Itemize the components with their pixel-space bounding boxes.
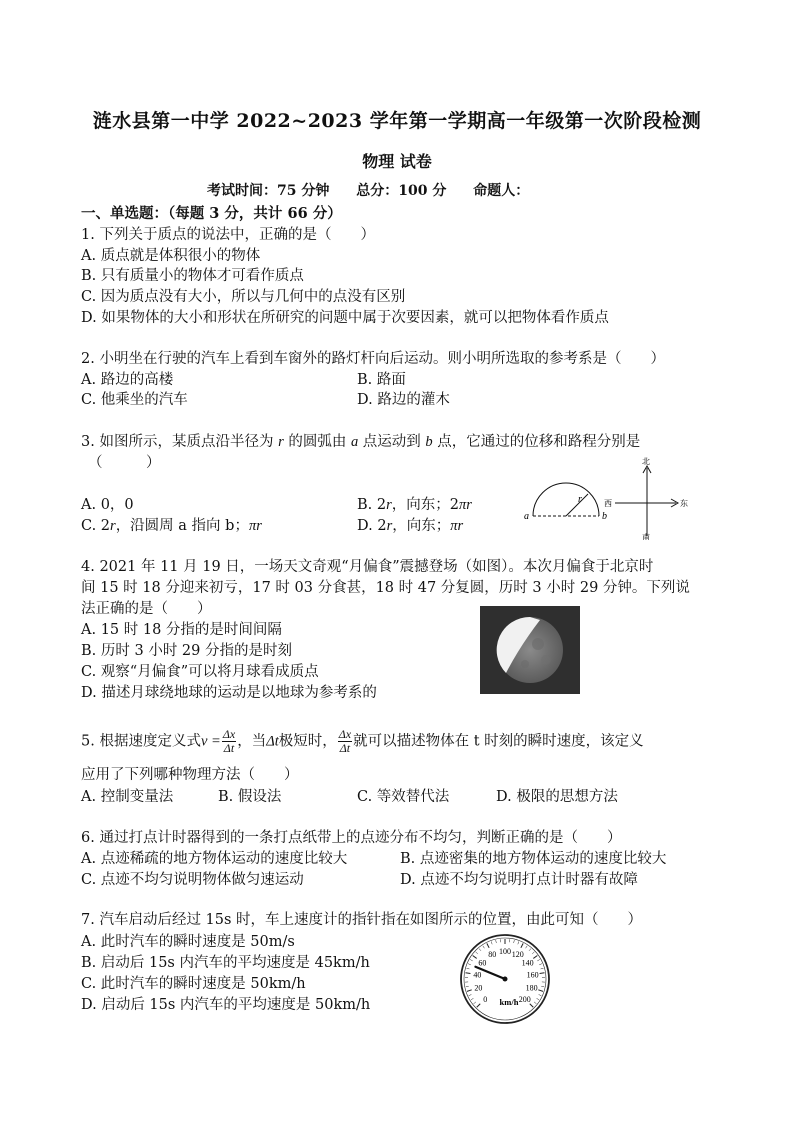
gauge-tick-label: 60 [478, 958, 487, 968]
q6-option-a: A. 点迹稀疏的地方物体运动的速度比较大 [81, 851, 348, 867]
gauge-tick [521, 943, 523, 947]
author: 命题人： [473, 183, 530, 199]
gauge-tick [540, 973, 545, 974]
gauge-tick [476, 952, 478, 954]
q7-option-a: A. 此时汽车的瞬时速度是 50m/s [81, 934, 295, 950]
q5-option-c: C. 等效替代法 [357, 789, 450, 805]
q2-option-c: C. 他乘坐的汽车 [81, 392, 188, 408]
gauge-tick [469, 994, 472, 995]
q1-option-d: D. 如果物体的大小和形状在所研究的问题中属于次要因素，就可以把物体看作质点 [81, 310, 609, 326]
q5-option-a: A. 控制变量法 [81, 789, 174, 805]
q3-option-d: D. 2r，向东；πr [357, 518, 464, 534]
gauge-tick-label: 120 [511, 950, 524, 960]
q7-option-d: D. 启动后 15s 内汽车的平均速度是 50km/h [81, 997, 371, 1013]
q1-option-c: C. 因为质点没有大小，所以与几何中的点没有区别 [81, 289, 406, 305]
gauge-tick [529, 949, 531, 951]
gauge-tick-label: 140 [521, 958, 534, 968]
label-b: b [602, 511, 607, 522]
gauge-tick [541, 968, 544, 969]
gauge-tick [466, 986, 469, 987]
gauge-tick [467, 968, 470, 969]
q1-option-a: A. 质点就是体积很小的物体 [81, 248, 261, 264]
gauge-tick [479, 949, 481, 951]
q7-stem: 7. 汽车启动后经过 15s 时，车上速度计的指针指在如图所示的位置，由此可知（ ） [81, 912, 643, 928]
compass-north: 北 [642, 457, 650, 466]
q5-stem-line2: 应用了下列哪种物理方法（ ） [81, 767, 299, 783]
section-heading: 一、单选题：（每题 3 分，共计 66 分） [81, 205, 342, 222]
gauge-tick [483, 946, 485, 948]
compass-south: 南 [642, 533, 650, 540]
q7-option-b: B. 启动后 15s 内汽车的平均速度是 45km/h [81, 955, 370, 971]
q6-option-d: D. 点迹不均匀说明打点计时器有故障 [400, 872, 638, 888]
exam-title: 涟水县第一中学 2022~2023 学年第一学期高一年级第一次阶段检测 [92, 110, 702, 132]
q7-option-c: C. 此时汽车的瞬时速度是 50km/h [81, 976, 306, 992]
gauge-tick [537, 998, 540, 1000]
gauge-tick [496, 940, 497, 943]
gauge-tick [526, 946, 528, 948]
q3-option-c: C. 2r，沿圆周 a 指向 b；πr [81, 518, 262, 534]
q4-option-d: D. 描述月球绕地球的运动是以地球为参考系的 [81, 685, 377, 701]
gauge-tick-label: 180 [525, 983, 538, 993]
gauge-tick-label: 20 [474, 983, 483, 993]
label-a: a [524, 511, 529, 522]
exam-subtitle: 物理 试卷 [362, 152, 432, 171]
q3-stem: 3. 如图所示，某质点沿半径为 r 的圆弧由 a 点运动到 b 点，它通过的位移和路程分别是 [81, 434, 641, 450]
q6-option-b: B. 点迹密集的地方物体运动的速度比较大 [400, 851, 667, 867]
gauge-tick-label: 160 [526, 970, 539, 980]
arc-path [533, 483, 599, 516]
gauge-tick [471, 998, 474, 1000]
gauge-tick [541, 986, 544, 987]
compass-east: 东 [680, 499, 688, 508]
q2-stem: 2. 小明坐在行驶的汽车上看到车窗外的路灯杆向后运动。则小明所选取的参考系是（ ） [81, 351, 665, 367]
compass-west: 西 [604, 499, 612, 508]
total-score: 总分：100 分 [356, 183, 447, 199]
exam-meta [207, 180, 551, 200]
gauge-tick [474, 1002, 476, 1004]
q2-option-d: D. 路边的灌木 [357, 392, 450, 408]
exam-time: 考试时间：75 分钟 [207, 183, 330, 199]
gauge-tick [465, 973, 470, 974]
gauge-unit-label: km/h [499, 997, 519, 1007]
gauge-tick [473, 955, 477, 958]
gauge-tick [539, 994, 542, 995]
lunar-eclipse-photo [480, 606, 580, 694]
fraction-dx-dt-2: $\frac{\Delta x}{\Delta t}$ [338, 727, 352, 755]
gauge-tick [477, 1004, 481, 1008]
gauge-tick [534, 1002, 536, 1004]
q1-option-b: B. 只有质量小的物体才可看作质点 [81, 268, 304, 284]
q4-stem-line3: 法正确的是（ ） [81, 601, 212, 617]
q3-option-a: A. 0，0 [81, 497, 134, 513]
gauge-tick [487, 943, 489, 947]
q4-option-c: C. 观察“月偏食”可以将月球看成质点 [81, 664, 319, 680]
gauge-tick [539, 964, 542, 965]
gauge-tick [533, 955, 537, 958]
q2-option-a: A. 路边的高楼 [81, 372, 174, 388]
q3-option-b: B. 2r，向东；2πr [357, 497, 472, 513]
q6-stem: 6. 通过打点计时器得到的一条打点纸带上的点迹分布不均匀，判断正确的是（ ） [81, 830, 622, 846]
gauge-tick-label: 200 [518, 994, 531, 1004]
radius-line [566, 494, 588, 516]
gauge-tick [491, 941, 492, 944]
gauge-tick-label: 40 [473, 970, 482, 980]
q4-option-b: B. 历时 3 小时 29 分指的是时刻 [81, 643, 292, 659]
gauge-tick [468, 964, 471, 965]
fraction-dx-dt: $\frac{\Delta x}{\Delta t}$ [222, 727, 236, 755]
q5-option-b: B. 假设法 [218, 789, 282, 805]
gauge-tick [470, 959, 473, 960]
gauge-tick [532, 952, 534, 954]
q6-option-c: C. 点迹不均匀说明物体做匀速运动 [81, 872, 304, 888]
gauge-tick [537, 959, 540, 960]
gauge-tick [530, 1004, 534, 1008]
gauge-tick [518, 941, 519, 944]
q4-stem-line1: 4. 2021 年 11 月 19 日，一场天文奇观“月偏食”震撼登场（如图）。本次月偏食于北京时 [81, 559, 654, 575]
q5-option-d: D. 极限的思想方法 [496, 789, 618, 805]
gauge-tick [467, 990, 472, 992]
gauge-tick [538, 990, 543, 992]
speedometer [448, 934, 562, 1024]
label-r: r [578, 494, 582, 505]
gauge-tick-label: 100 [499, 947, 511, 956]
q4-stem-line2: 间 15 时 18 分迎来初亏，17 时 03 分食甚，18 时 47 分复圆，历时 3 小时 29 分钟。下列说 [81, 580, 690, 596]
q3-answer-paren: （ ） [88, 455, 161, 471]
gauge-tick-label: 0 [483, 994, 488, 1004]
q4-option-a: A. 15 时 18 分指的是时间间隔 [81, 622, 282, 638]
q2-option-b: B. 路面 [357, 372, 406, 388]
q3-figure [518, 456, 698, 540]
gauge-hub [503, 977, 508, 982]
q5-stem: 5. 根据速度定义式v = $\frac{\Delta x}{\Delta t}$ ，当Δt极短时， $\frac{\Delta x}{\Delta t}$ 就可以描述物体在 t 时刻的瞬时速度，该定义 [81, 727, 644, 755]
gauge-tick-label: 80 [488, 950, 497, 960]
q1-stem: 1. 下列关于质点的说法中，正确的是（ ） [81, 227, 375, 243]
gauge-tick [514, 940, 515, 943]
